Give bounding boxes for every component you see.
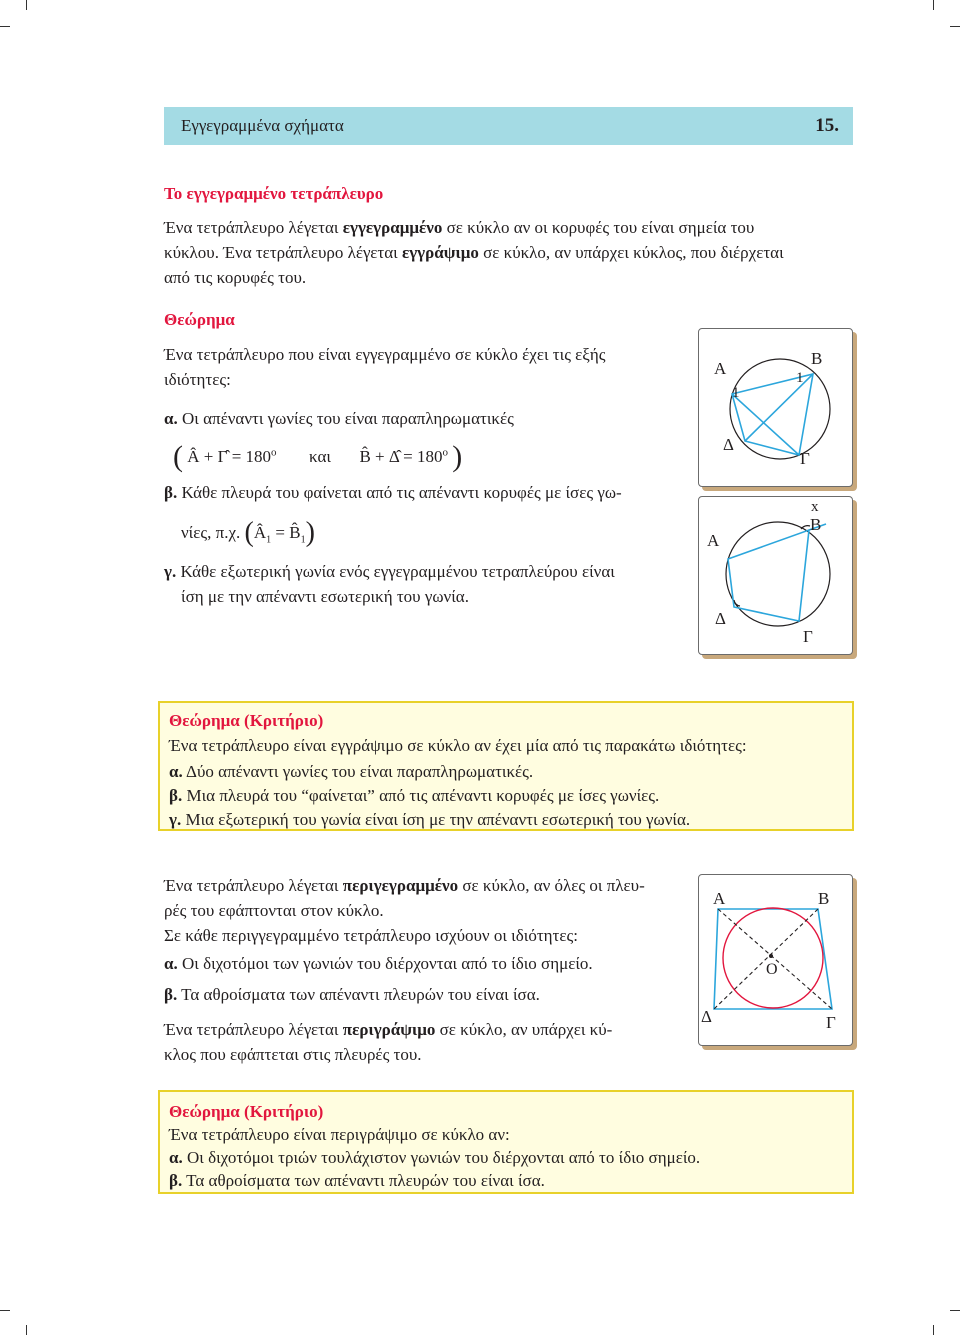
property-a: α. Οι απέναντι γωνίες του είναι παραπληρωματικές — [164, 409, 514, 428]
criterion-heading: Θεώρημα (Κριτήριο) — [169, 711, 324, 730]
vertex-label-d: Δ — [723, 435, 734, 454]
header-title: Εγγεγραμμένα σχήματα — [181, 116, 344, 135]
criterion-item-a: α. Δύο απέναντι γωνίες του είναι παραπληρωματικές. — [169, 762, 534, 781]
center-label-o: Ο — [766, 961, 778, 978]
property-b: β. Κάθε πλευρά του φαίνεται από τις απέναντι κορυφές με ίσες γω- — [164, 483, 622, 502]
term-inscribable: εγγράψιμο — [401, 243, 479, 262]
figure-circumscribed — [698, 874, 853, 1046]
formula-equal-angles: νίες, π.χ. ($Â_1$ = $B̂_1$) — [181, 517, 315, 548]
theorem-intro: Ένα τετράπλευρο που είναι εγγεγραμμένο σε κύκλο έχει τις εξής ιδιότητες: — [164, 345, 606, 389]
vertex-label-a: Α — [714, 359, 727, 378]
property-bisectors: α. Οι διχοτόμοι των γωνιών του διέρχονται από το ίδιο σημείο. — [164, 954, 593, 973]
figure-inscribed-diagonals — [698, 328, 853, 487]
vertex-label-g: Γ — [803, 627, 813, 646]
paragraph-circumscribed: Ένα τετράπλευρο λέγεται περιγεγραμμένο σε κύκλο, αν όλες οι πλευ- ρές του εφάπτονται στον κύκλο. Σε κάθε περιγγεγραμμένο τετράπλευρο ισχύουν οι ιδιότητες: — [164, 876, 645, 945]
term-circumscribed: περιγεγραμμένο — [342, 876, 459, 895]
paragraph-definition: Ένα τετράπλευρο λέγεται εγγεγραμμένο σε κύκλο αν οι κορυφές του είναι σημεία του κύκλου. Ένα τετράπλευρο λέγεται εγγράψιμο σε κύκλο, αν υπάρχει κύκλος, που διέρχεται από τις κορυφές του. — [164, 218, 784, 287]
criterion-item-a: α. Οι διχοτόμοι τριών τουλάχιστον γωνιών του διέρχονται από το ίδιο σημείο. — [169, 1148, 701, 1167]
criterion-item-b: β. Τα αθροίσματα των απέναντι πλευρών του είναι ίσα. — [169, 1171, 545, 1190]
property-sides: β. Τα αθροίσματα των απέναντι πλευρών του είναι ίσα. — [164, 985, 540, 1004]
vertex-label-d: Δ — [701, 1007, 712, 1026]
vertex-label-b: Β — [810, 515, 822, 534]
figure-inscribed-svg — [698, 328, 853, 487]
vertex-label-a: Α — [707, 531, 720, 550]
vertex-label-b: Β — [811, 349, 823, 368]
vertex-label-d: Δ — [715, 609, 726, 628]
paragraph-circumscribable: Ένα τετράπλευρο λέγεται περιγράψιμο σε κύκλο, αν υπάρχει κύ- κλος που εφάπτεται στις πλευρές του. — [164, 1020, 613, 1064]
page-header — [164, 107, 853, 145]
criterion-item-c: γ. Μια εξωτερική του γωνία είναι ίση με την απέναντι εσωτερική του γωνία. — [169, 810, 691, 829]
page-number: 15. — [815, 115, 839, 136]
angle-label-b1: 1 — [796, 370, 804, 386]
term-inscribed: εγγεγραμμένο — [342, 218, 443, 237]
criterion-item-b: β. Μια πλευρά του “φαίνεται” από τις απέναντι κορυφές με ίσες γωνίες. — [169, 786, 660, 805]
formula-supplementary: ( Â + Γ̂ = $180^o$ και B̂ + Δ̂ = $180^o$ ) — [173, 440, 463, 473]
criterion-box-inscribable — [158, 701, 854, 831]
property-c: γ. Κάθε εξωτερική γωνία ενός εγγεγραμμένου τετραπλεύρου είναι ίση με την απέναντι εσωτερική του γωνία. — [164, 562, 615, 606]
figure-exterior-svg — [698, 496, 853, 655]
exterior-angle-label: x — [811, 499, 819, 515]
angle-label-a1: 1 — [732, 385, 740, 401]
section-heading: Το εγγεγραμμένο τετράπλευρο — [164, 184, 384, 203]
vertex-label-b: Β — [818, 889, 830, 908]
criterion-intro: Ένα τετράπλευρο είναι περιγράψιμο σε κύκλο αν: — [169, 1125, 510, 1144]
criterion-heading: Θεώρημα (Κριτήριο) — [169, 1102, 324, 1121]
criterion-intro: Ένα τετράπλευρο είναι εγγράψιμο σε κύκλο αν έχει μία από τις παρακάτω ιδιότητες: — [169, 736, 747, 755]
criterion-box-circumscribable — [158, 1090, 854, 1194]
vertex-label-g: Γ — [826, 1013, 836, 1032]
vertex-label-g: Γ — [800, 449, 810, 468]
vertex-label-a: Α — [713, 889, 726, 908]
figure-exterior-angle — [698, 496, 853, 655]
theorem-heading: Θεώρημα — [164, 310, 235, 329]
term-circumscribable: περιγράψιμο — [342, 1020, 436, 1039]
